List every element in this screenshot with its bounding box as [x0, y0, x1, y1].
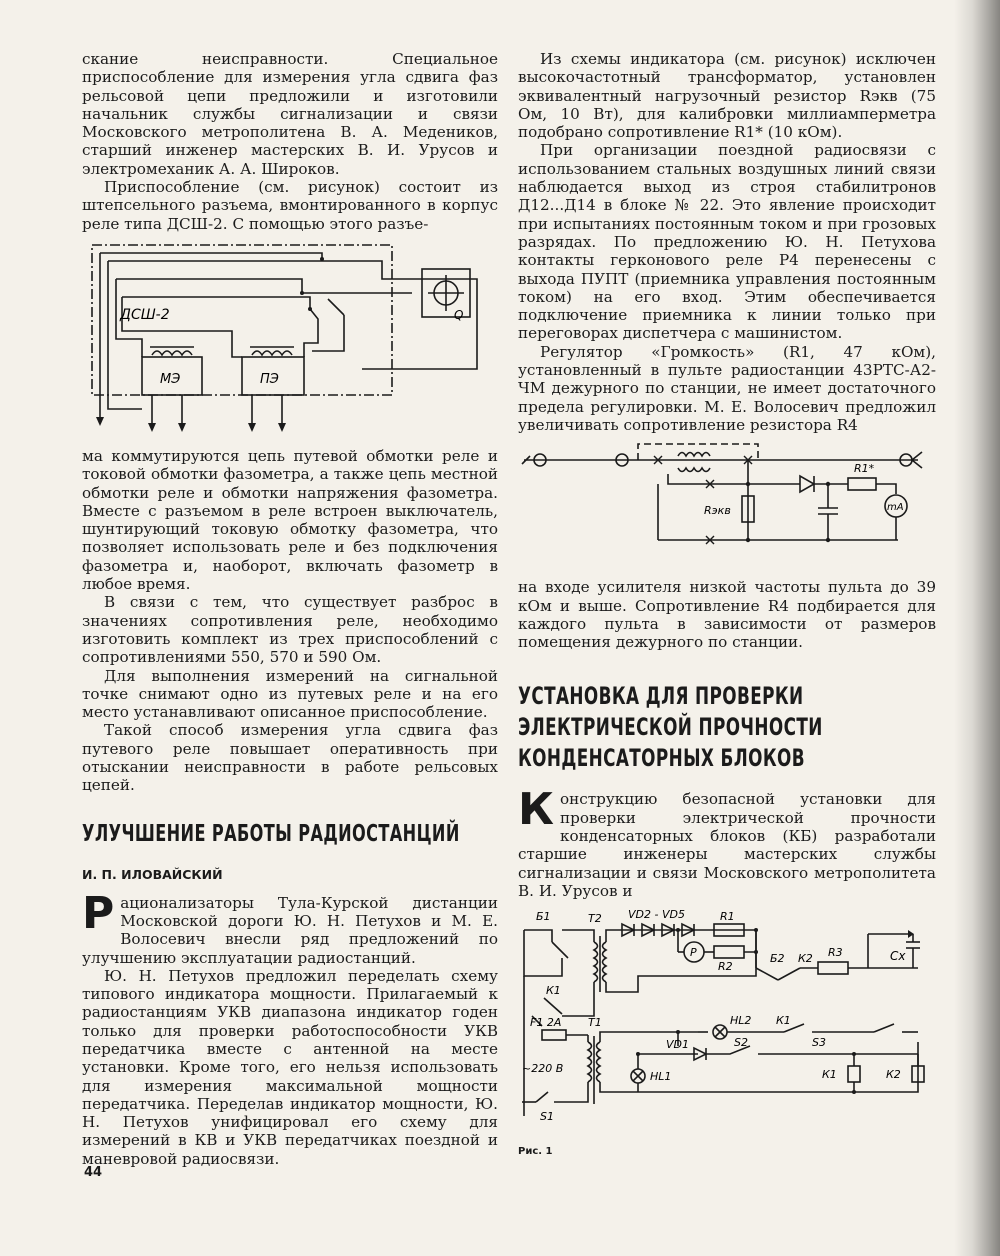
label-ma: mA: [887, 502, 904, 514]
figure-power-indicator: [518, 440, 934, 570]
section-heading: УЛУЧШЕНИЕ РАБОТЫ РАДИОСТАНЦИЙ: [82, 820, 460, 847]
paragraph: на входе усилителя низкой частоты пульта до 39 кОм и выше. Сопротивление R4 подбирается для каждого пульта в зависимости от размеров помещения дежурного по станции.: [518, 578, 936, 652]
label-r1: R1*: [854, 462, 875, 476]
paragraph: Из схемы индикатора (см. рисунок) исключен высокочастотный трансформатор, установлен эквивалентный нагрузочный резистор Rэкв (75 Ом, 10 Вт), для калибровки миллиамперметра подобрано сопротивление R1* (10 кОм).: [518, 50, 936, 142]
label-k1: К1: [546, 984, 561, 998]
label-dsh2: ДСШ-2: [120, 306, 170, 323]
drop-cap: К: [518, 784, 554, 836]
paragraph: Такой способ измерения угла сдвига фаз путевого реле повышает оперативность при отыскании неисправности в работе рельсовых цепей.: [82, 721, 498, 795]
paragraph: Для выполнения измерений на сигнальной точке снимают одно из путевых реле и на его место устанавливают описанное приспособление.: [82, 666, 498, 722]
label-r1: R1: [720, 910, 735, 924]
label-b1: Б1: [536, 910, 551, 924]
label-k1-contact: К1: [776, 1014, 791, 1028]
label-mz: МЭ: [160, 371, 181, 387]
figure-caption: Рис. 1: [518, 1146, 553, 1158]
paragraph: [518, 784, 936, 900]
paragraph-text: онструкцию безопасной установки для проверки электрической прочности конденсаторных блоков (КБ) разработали старшие инженеры мастерских службы сигнализации и связи Московского метрополитета В. И. Урусов и: [518, 790, 936, 900]
figure-dsh2-device: [82, 239, 498, 439]
section-heading: [518, 681, 939, 774]
drop-cap: Р: [82, 887, 115, 939]
page-number: 44: [84, 1165, 103, 1180]
label-pz: ПЭ: [260, 371, 279, 387]
paragraph: ма коммутируются цепь путевой обмотки реле и токовой обмотки фазометра, а также цепь местной обмотки реле и обмотки напряжения фазометра. Вместе с разъемом в реле встроен выключатель, шунтирующий токовую обмотку фазометра, что позволяет использовать реле и без подключения фазометра и, наоборот, включать фазометр в любое время.: [82, 446, 498, 594]
label-cx: Cx: [890, 949, 906, 964]
label-vd1: VD1: [666, 1038, 689, 1052]
label-s2: S2: [734, 1036, 748, 1050]
label-s1: S1: [540, 1110, 554, 1124]
heading-line: КОНДЕНСАТОРНЫХ БЛОКОВ: [518, 744, 805, 773]
label-s3: S3: [812, 1036, 826, 1050]
label-vd: VD2 - VD5: [628, 908, 685, 922]
paragraph: Приспособление (см. рисунок) состоит из штепсельного разъема, вмонтированного в корпус реле типа ДСШ-2. С помощью этого разъе-: [82, 178, 498, 233]
figure-test-installation: [518, 906, 934, 1138]
paragraph: [82, 887, 498, 967]
author-byline: И. П. ИЛОВАЙСКИЙ: [82, 866, 223, 882]
label-b2: Б2: [770, 952, 785, 966]
label-r3: R3: [828, 946, 843, 960]
label-t2: Т2: [588, 912, 602, 926]
left-column: [82, 50, 498, 1168]
label-t1: Т1: [588, 1016, 602, 1030]
label-f1: F1 2A: [530, 1016, 562, 1030]
label-k2-coil: К2: [886, 1068, 901, 1082]
label-rekv: Rэкв: [704, 504, 731, 518]
label-220v: ~220 В: [522, 1062, 564, 1076]
right-column: [518, 50, 936, 1157]
label-r2: R2: [718, 960, 733, 974]
label-k2: К2: [798, 952, 813, 966]
label-q: Q: [454, 307, 464, 322]
paragraph: В связи с тем, что существует разброс в значениях сопротивления реле, необходимо изготовить комплект из трех приспособлений с сопротивлениями 550, 570 и 590 Ом.: [82, 593, 498, 667]
label-hl2: HL2: [730, 1014, 752, 1028]
paragraph: При организации поездной радиосвязи с использованием стальных воздушных линий связи наблюдается выход из строя стабилитронов Д12...Д14 в блоке № 22. Это явление происходит при испытаниях постоянным током и при грозовых разрядах. По предложению Ю. Н. Петухова контакты герконового реле Р4 перенесены с выхода ПУПТ (приемника управления постоянным током) на его вход. Этим обеспечивается подключение приемника к линии только при переговорах диспетчера с машинистом.: [518, 141, 936, 343]
paragraph-text: ационализаторы Тула-Курской дистанции Московской дороги Ю. Н. Петухов и М. Е. Волосевич внесли ряд предложений по улучшению эксплуатации радиостанций.: [82, 893, 498, 967]
heading-line: ЭЛЕКТРИЧЕСКОЙ ПРОЧНОСТИ: [518, 713, 823, 742]
label-p: P: [690, 946, 697, 960]
label-k1-coil: К1: [822, 1068, 837, 1082]
paragraph: скание неисправности. Специальное приспособление для измерения угла сдвига фаз рельсовой цепи предложили и изготовили начальник службы сигнализации и связи Московского метрополитена В. А. Медеников, старший инженер мастерских В. И. Урусов и электромеханик А. А. Широков.: [82, 50, 498, 178]
page-edge-shadow: [954, 0, 1000, 1256]
label-hl1: HL1: [650, 1070, 672, 1084]
heading-line: УСТАНОВКА ДЛЯ ПРОВЕРКИ: [518, 682, 804, 711]
paragraph: Ю. Н. Петухов предложил переделать схему типового индикатора мощности. Прилагаемый к радиостанциям УКВ диапазона индикатор годен только для проверки работоспособности УКВ передатчика вместе с антенной на месте установки. Кроме того, его нельзя использовать для измерения максимальной мощности передатчика. Переделав индикатор мощности, Ю. Н. Петухов унифицировал его схему для измерений в КВ и УКВ передатчиках поездной и маневровой радиосвязи.: [82, 966, 498, 1168]
paragraph: Регулятор «Громкость» (R1, 47 кОм), установленный в пульте радиостанции 43РТС-А2-ЧМ дежурного по станции, не имеет достаточного предела регулировки. М. Е. Волосевич предложил увеличивать сопротивление резистора R4: [518, 342, 936, 434]
